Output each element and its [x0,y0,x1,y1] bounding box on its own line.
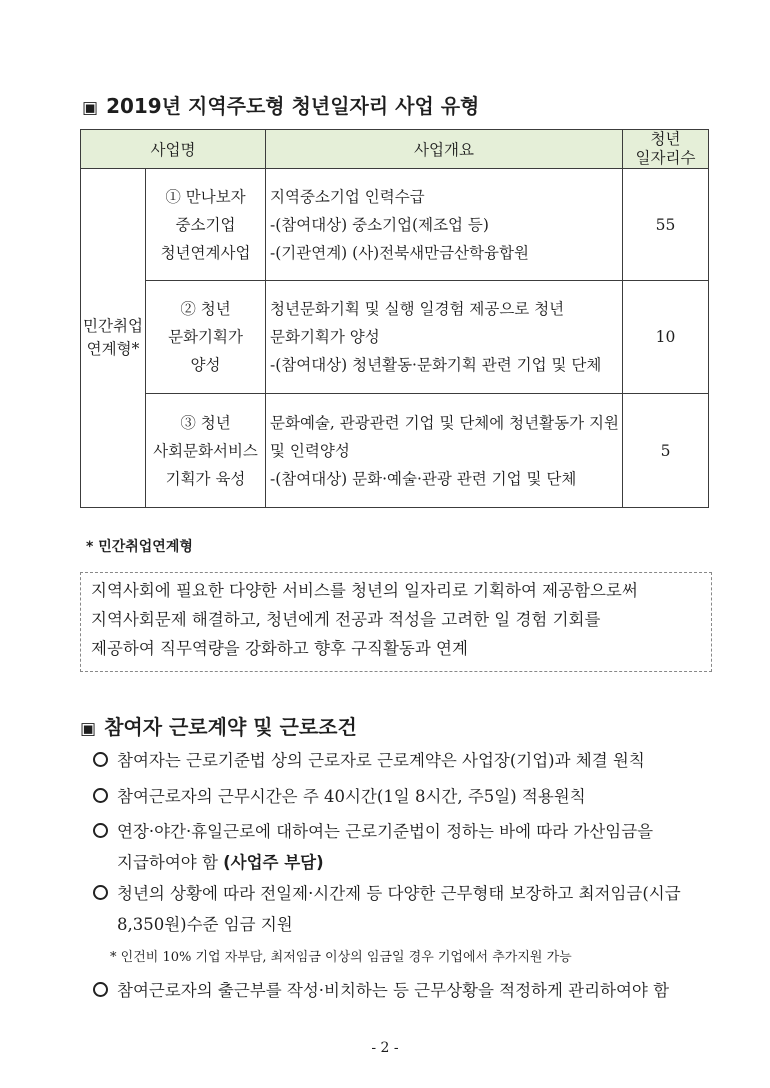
header-job-count [623,130,709,169]
overview-line: -(기관연계) (사)전북새만금산학융합원 [270,243,529,262]
overview-line: 지역중소기업 인력수급 [270,187,425,206]
program-overview-cell [266,281,623,394]
program-name-line: 사회문화서비스 [153,441,258,460]
bullet-text: 연장·야간·휴일근로에 대하여는 근로기준법이 정하는 바에 따라 가산임금을 [117,822,654,841]
header-job-count-line1: 청년 [650,130,681,148]
square-marker-icon: ▣ [80,719,97,739]
bullet-continuation [117,911,293,935]
definition-line: 지역사회문제 해결하고, 청년에게 전공과 적성을 고려한 일 경험 기회를 [91,610,601,629]
overview-line: -(참여대상) 문화·예술·관광 관련 기업 및 단체 [270,469,577,488]
category-cell [81,169,146,508]
program-name-line: 중소기업 [175,215,236,234]
section-title-work-conditions [80,711,357,740]
circle-bullet-icon [93,752,108,767]
bullet-item [93,818,653,842]
bullet-text: 청년의 상황에 따라 전일제·시간제 등 다양한 근무형태 보장하고 최저임금(시급 [117,884,681,903]
header-overview: 사업개요 [266,130,623,169]
section-title-text: 2019년 지역주도형 청년일자리 사업 유형 [106,94,480,118]
program-name-cell [146,394,266,508]
program-name-line: 기획가 육성 [165,469,246,488]
program-name-line: ① 만나보자 [165,187,246,206]
bullet-item [93,783,586,807]
bullet-item [93,880,681,904]
table-row [81,281,709,394]
overview-line: 청년문화기획 및 실행 일경험 제공으로 청년 [270,300,565,318]
circle-bullet-icon [93,788,108,803]
overview-line: -(참여대상) 중소기업(제조업 등) [270,215,489,234]
definition-line: 지역사회에 필요한 다양한 서비스를 청년의 일자리로 기획하여 제공함으로써 [91,581,638,600]
program-name-cell [146,169,266,281]
job-count-cell: 55 [623,169,709,281]
section-title-program-types [82,90,479,119]
program-name-line: 양성 [190,356,221,374]
overview-line: -(참여대상) 청년활동·문화기획 관련 기업 및 단체 [270,356,602,374]
bullet-emphasis: (사업주 부담) [223,853,324,872]
table-header-row [81,130,709,169]
definition-line: 제공하여 직무역량을 강화하고 향후 구직활동과 연계 [91,639,468,658]
page-number: - 2 - [371,1040,399,1056]
square-marker-icon: ▣ [82,98,99,118]
program-name-line: ③ 청년 [180,413,231,432]
sub-note: * 인건비 10% 기업 자부담, 최저임금 이상의 임금일 경우 기업에서 추가지원 가능 [110,950,572,965]
table-row [81,394,709,508]
overview-line: 문화기획가 양성 [270,328,380,346]
section-title-text: 참여자 근로계약 및 근로조건 [104,715,357,739]
program-name-line: ② 청년 [180,300,231,318]
header-program-name: 사업명 [81,130,266,169]
job-count-cell: 5 [623,394,709,508]
bullet-text: 8,350원)수준 임금 지원 [117,915,293,934]
overview-line: 문화예술, 관광관련 기업 및 단체에 청년활동가 지원 [270,413,619,432]
program-name-line: 청년연계사업 [160,243,251,262]
program-name-cell [146,281,266,394]
circle-bullet-icon [93,885,108,900]
bullet-continuation [117,849,324,873]
bullet-item [93,977,669,1001]
job-count-cell: 10 [623,281,709,394]
program-name-line: 문화기획가 [168,328,243,346]
bullet-text: 참여자는 근로기준법 상의 근로자로 근로계약은 사업장(기업)과 체결 원칙 [117,751,645,770]
bullet-item [93,747,645,771]
header-job-count-line2: 일자리수 [635,149,696,167]
table-row [81,169,709,281]
bullet-text: 참여근로자의 근무시간은 주 40시간(1일 8시간, 주5일) 적용원칙 [117,787,586,806]
circle-bullet-icon [93,823,108,838]
footnote-label: * 민간취업연계형 [86,539,193,555]
circle-bullet-icon [93,982,108,997]
category-line: 연계형* [86,340,140,358]
definition-box [80,572,712,672]
program-overview-cell [266,394,623,508]
overview-line: 및 인력양성 [270,441,350,460]
program-overview-cell [266,169,623,281]
category-line: 민간취업 [83,317,143,335]
bullet-text: 지급하여야 함 [117,853,218,872]
program-types-table [80,129,709,508]
bullet-text: 참여근로자의 출근부를 작성·비치하는 등 근무상황을 적정하게 관리하여야 함 [117,981,670,1000]
